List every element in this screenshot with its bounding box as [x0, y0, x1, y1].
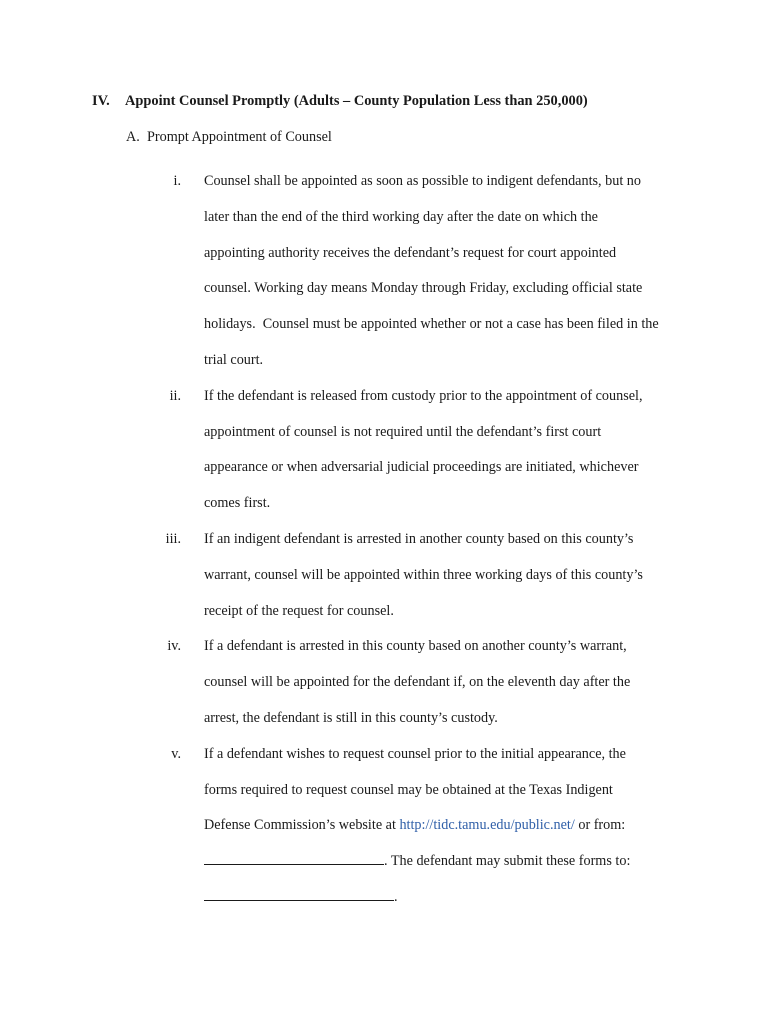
item-text: Counsel shall be appointed as soon as possible to indigent defendants, but no later than the end of the third working day after the date on which the appointing authority receives the defendant’s request for court appointed counsel. Working day means Monday through Friday, excluding official state holidays. Counsel must be appointed whether or not a case has been filed in the trial court.: [204, 173, 659, 368]
item-text: [204, 737, 662, 916]
subsection-letter: A.: [126, 129, 140, 145]
tidc-website-link[interactable]: http://tidc.tamu.edu/public.net/: [399, 817, 575, 834]
list-item: [0, 379, 770, 522]
item-text-part: or from:: [574, 817, 626, 834]
item-marker: iii.: [165, 530, 181, 547]
item-text: If a defendant is arrested in this county based on another county’s warrant, counsel will be appointed for the defendant if, on the eleventh day after the arrest, the defendant is still in this county’s custody.: [204, 638, 631, 726]
item-list: [0, 164, 770, 916]
item-text: If an indigent defendant is arrested in another county based on this county’s warrant, counsel will be appointed within three working days of this county’s receipt of the request for counsel.: [204, 530, 643, 619]
section-title: Appoint Counsel Promptly (Adults – County Population Less than 250,000): [125, 93, 588, 109]
item-text: If the defendant is released from custody prior to the appointment of counsel, appointment of counsel is not required until the defendant’s first court appearance or when adversarial judicial proceedings are initiated, whichever comes first.: [204, 387, 643, 512]
fill-in-blank-line[interactable]: [204, 850, 384, 865]
item-marker: i.: [173, 173, 181, 189]
section-heading: [92, 93, 588, 110]
fill-in-blank-line[interactable]: [204, 886, 394, 901]
list-item: [0, 164, 770, 379]
subsection-title: Prompt Appointment of Counsel: [147, 129, 332, 145]
list-item: [0, 737, 770, 916]
section-number: IV.: [92, 93, 110, 109]
item-marker: ii.: [169, 387, 181, 404]
list-item: [0, 629, 770, 736]
item-marker: iv.: [167, 638, 181, 655]
subsection-heading: [126, 129, 332, 146]
item-text-part: .: [394, 888, 398, 905]
list-item: [0, 522, 770, 629]
item-marker: v.: [171, 745, 181, 762]
item-text-part: . The defendant may submit these forms to:: [384, 853, 631, 870]
item-text-part: If a defendant wishes to request counsel prior to the initial appearance, the forms required to request counsel may be obtained at the Texas Indigent Defense Commission’s website at: [204, 745, 626, 834]
